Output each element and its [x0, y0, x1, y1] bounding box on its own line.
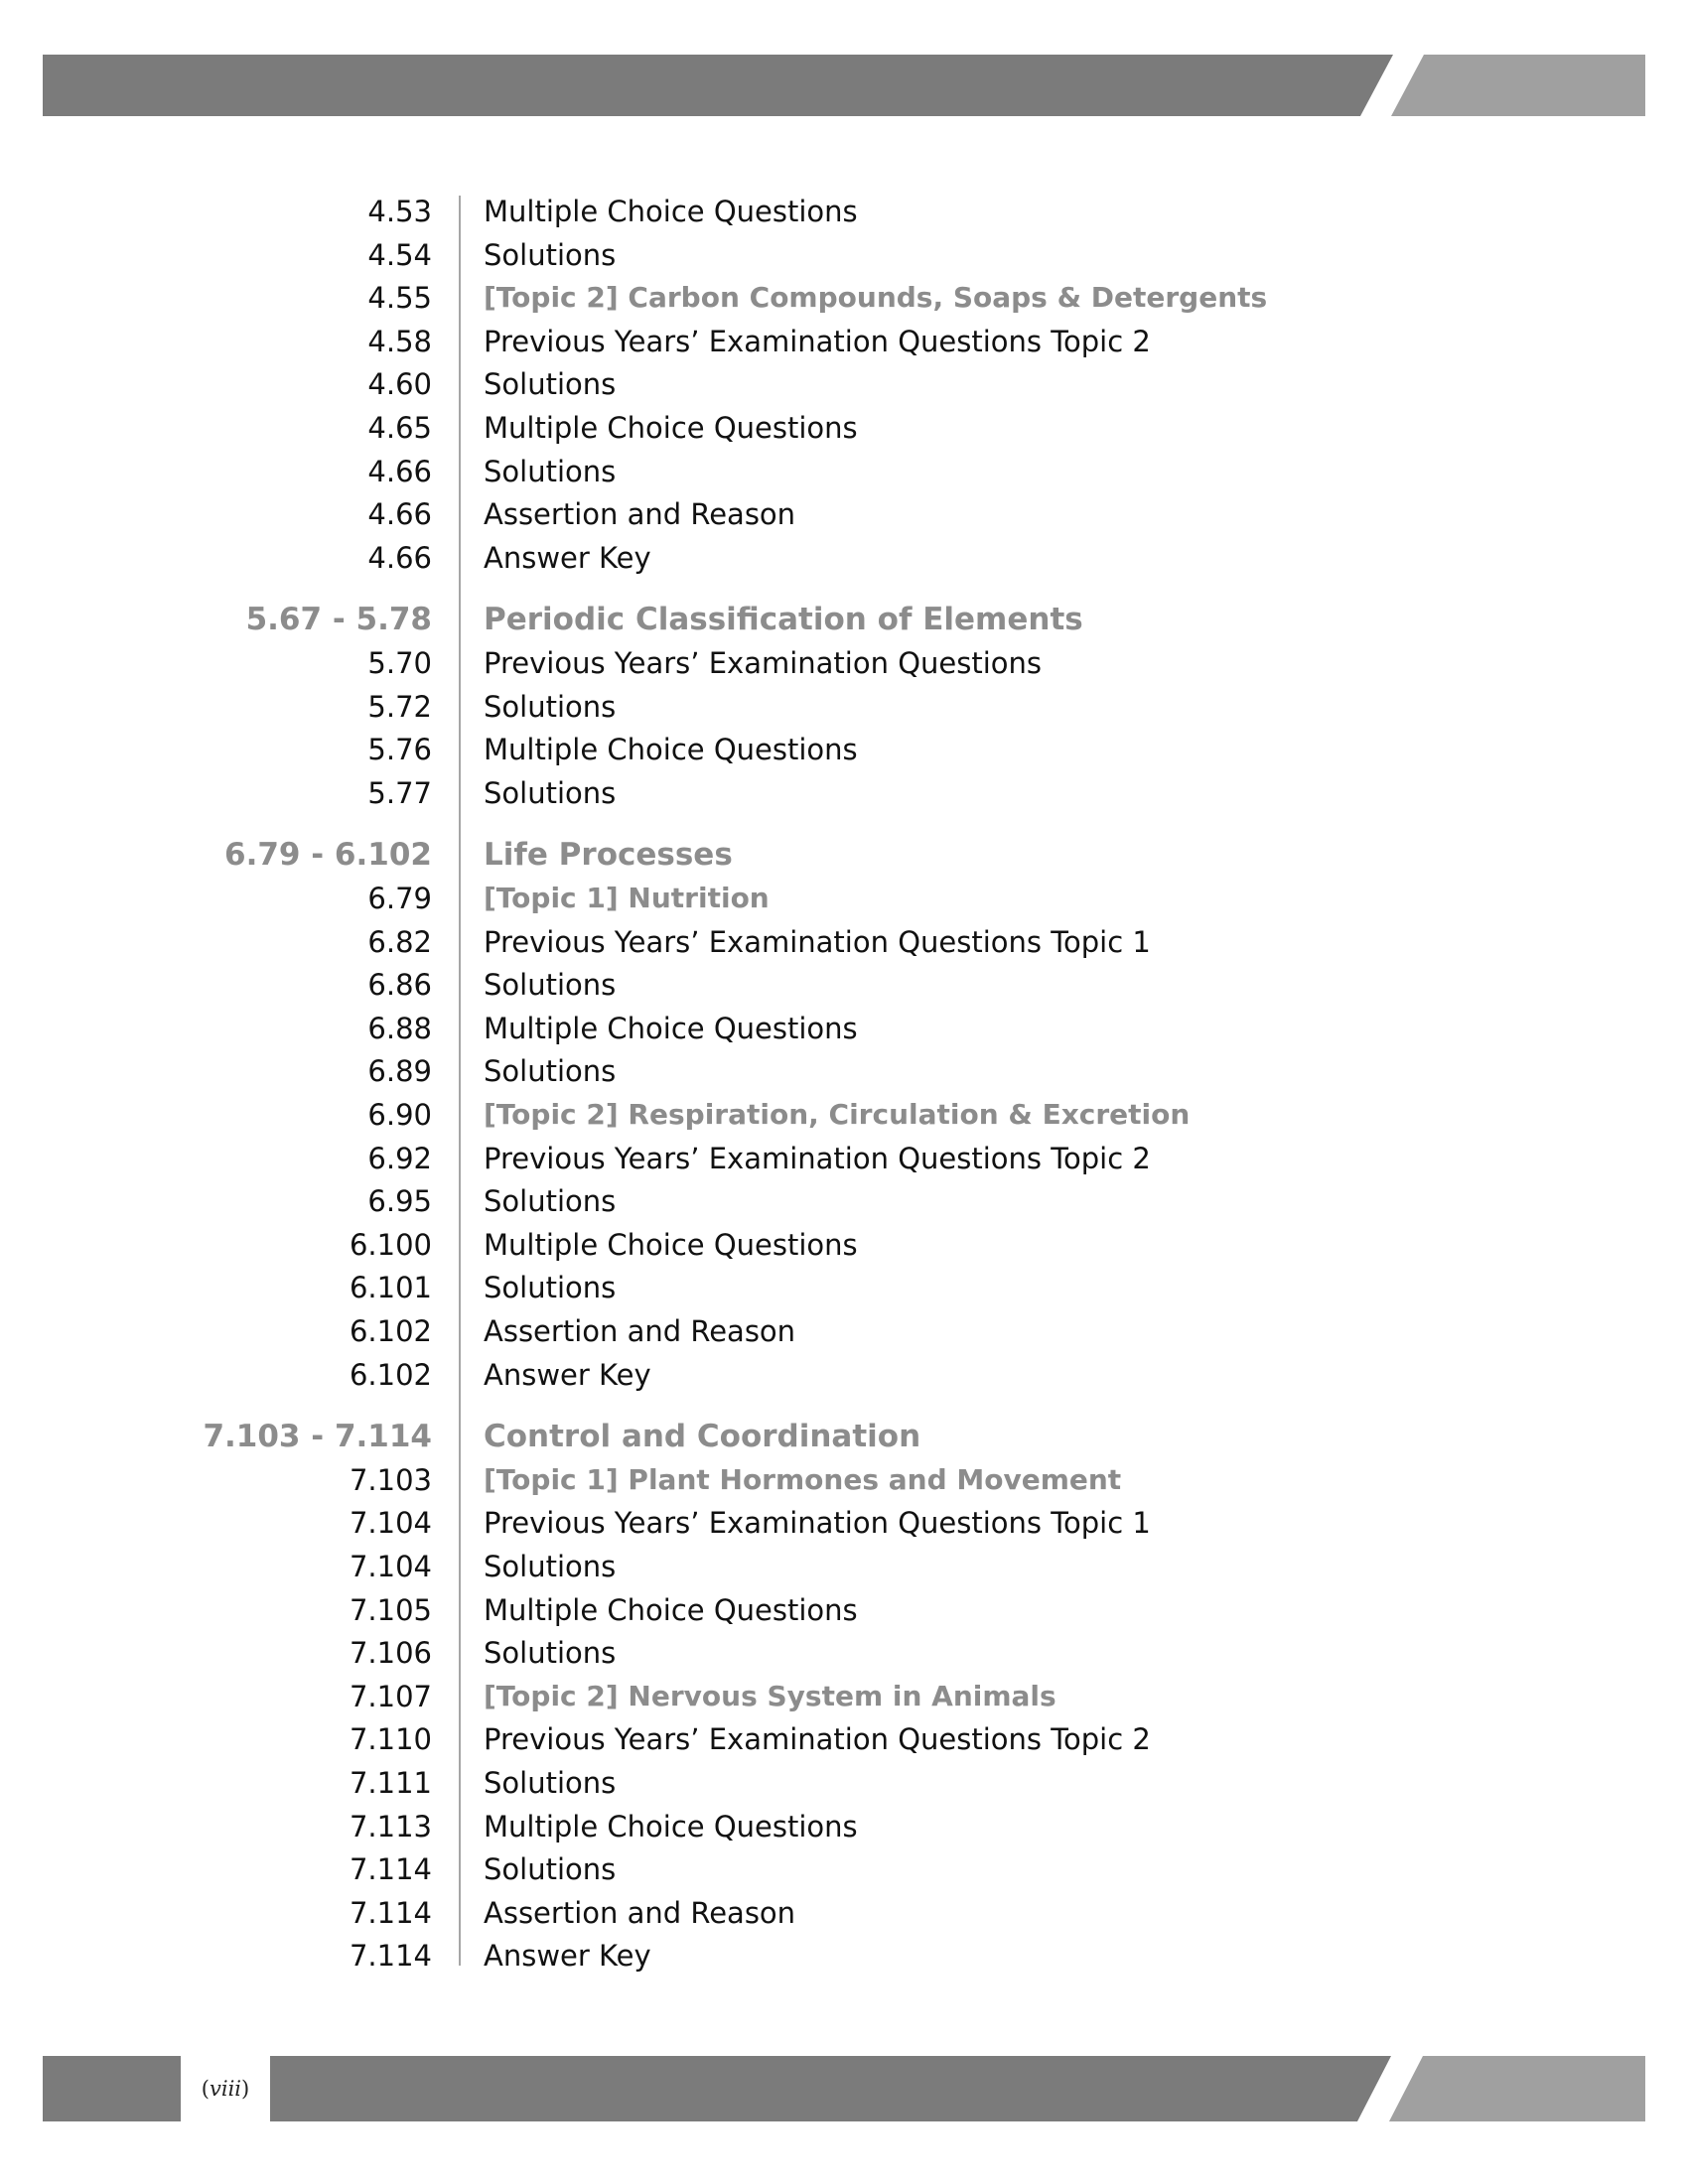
toc-page-number: 7.105 [349, 1593, 432, 1627]
toc-title: Solutions [484, 968, 617, 1002]
toc-entry-row [0, 1849, 1688, 1889]
toc-page-number: 7.111 [349, 1766, 432, 1800]
toc-title: Solutions [484, 1852, 617, 1886]
toc-page-number: 6.79 - 6.102 [224, 837, 432, 873]
toc-title: Solutions [484, 776, 617, 810]
toc-title: Life Processes [484, 837, 733, 873]
toc-entry-row [0, 452, 1688, 491]
page-number-value: viii [209, 2077, 241, 2101]
toc-page-number: 7.103 - 7.114 [203, 1419, 432, 1454]
toc-entry-row [0, 1936, 1688, 1976]
toc-title: Answer Key [484, 1939, 651, 1973]
toc-page-number: 7.104 [349, 1550, 432, 1583]
toc-page-number: 5.76 [367, 733, 432, 766]
toc-page-number: 5.67 - 5.78 [245, 602, 432, 637]
footer-band-graphic [43, 2056, 1645, 2121]
toc-title: Multiple Choice Questions [484, 1593, 858, 1627]
toc-entry-row [0, 364, 1688, 404]
toc-title: Solutions [484, 1054, 617, 1088]
toc-entry-row [0, 322, 1688, 361]
toc-title: Assertion and Reason [484, 1314, 796, 1348]
toc-title: Previous Years’ Examination Questions Topic 2 [484, 1142, 1151, 1175]
toc-page-number: 4.66 [367, 541, 432, 575]
toc-chapter-row [0, 1417, 1688, 1456]
toc-entry-row [0, 538, 1688, 578]
footer-band-light [1389, 2056, 1645, 2121]
toc-entry-row [0, 1225, 1688, 1265]
toc-title: Solutions [484, 1271, 617, 1304]
toc-entry-row [0, 773, 1688, 813]
toc-title: Assertion and Reason [484, 497, 796, 531]
toc-entry-row [0, 1807, 1688, 1846]
toc-page-number: 6.82 [367, 925, 432, 959]
toc-title: Multiple Choice Questions [484, 1012, 858, 1045]
toc-title: Solutions [484, 1184, 617, 1218]
toc-title: [Topic 1] Nutrition [484, 882, 770, 914]
toc-entry-row [0, 965, 1688, 1005]
toc-page-number: 5.77 [367, 776, 432, 810]
toc-entry-row [0, 922, 1688, 962]
toc-page-number: 4.54 [367, 238, 432, 272]
toc-entry-row [0, 235, 1688, 275]
toc-title: Assertion and Reason [484, 1896, 796, 1930]
toc-page-number: 7.103 [349, 1463, 432, 1497]
toc-topic-row [0, 278, 1688, 318]
toc-title: Answer Key [484, 541, 651, 575]
toc-entry-row [0, 1719, 1688, 1759]
toc-chapter-row [0, 835, 1688, 875]
toc-page-number: 7.107 [349, 1680, 432, 1713]
toc-entry-row [0, 687, 1688, 727]
toc-entry-row [0, 1009, 1688, 1048]
toc-title: Solutions [484, 1550, 617, 1583]
toc-page-number: 6.100 [349, 1228, 432, 1262]
toc-title: Previous Years’ Examination Questions Topic 2 [484, 325, 1151, 358]
toc-topic-row [0, 879, 1688, 918]
toc-entry-row [0, 1268, 1688, 1307]
toc-entry-row [0, 1311, 1688, 1351]
toc-title: [Topic 2] Carbon Compounds, Soaps & Detergents [484, 281, 1268, 314]
toc-entry-row [0, 1051, 1688, 1091]
toc-title: Solutions [484, 455, 617, 488]
toc-topic-row [0, 1460, 1688, 1500]
toc-page-number: 7.106 [349, 1636, 432, 1670]
toc-entry-row [0, 408, 1688, 448]
toc-page-number: 4.58 [367, 325, 432, 358]
toc-entry-row [0, 1547, 1688, 1586]
toc-page-number: 6.86 [367, 968, 432, 1002]
toc-title: Solutions [484, 1766, 617, 1800]
toc-title: Control and Coordination [484, 1419, 921, 1454]
toc-chapter-row [0, 600, 1688, 639]
toc-page-number: 4.66 [367, 455, 432, 488]
toc-title: Previous Years’ Examination Questions Topic 1 [484, 1506, 1151, 1540]
toc-page-number: 7.114 [349, 1852, 432, 1886]
toc-entry-row [0, 192, 1688, 231]
toc-entry-row [0, 1139, 1688, 1178]
toc-title: Multiple Choice Questions [484, 1228, 858, 1262]
toc-title: Multiple Choice Questions [484, 733, 858, 766]
toc-page-number: 7.114 [349, 1896, 432, 1930]
toc-title: Solutions [484, 238, 617, 272]
toc-topic-row [0, 1677, 1688, 1716]
toc-title: [Topic 2] Respiration, Circulation & Excretion [484, 1098, 1191, 1131]
toc-page-number: 6.95 [367, 1184, 432, 1218]
toc-page-number: 7.114 [349, 1939, 432, 1973]
toc-page-number: 6.102 [349, 1358, 432, 1392]
toc-title: Answer Key [484, 1358, 651, 1392]
toc-page-number: 6.90 [367, 1098, 432, 1132]
toc-page-number: 4.55 [367, 281, 432, 315]
toc-title: Previous Years’ Examination Questions [484, 646, 1043, 680]
toc-entry-row [0, 1503, 1688, 1543]
toc-entry-row [0, 494, 1688, 534]
toc-page-number: 6.79 [367, 882, 432, 915]
toc-page-number: 6.101 [349, 1271, 432, 1304]
toc-entry-row [0, 1633, 1688, 1673]
toc-title: Solutions [484, 690, 617, 724]
footer-band [43, 2056, 1645, 2121]
toc-entry-row [0, 643, 1688, 683]
toc-title: Previous Years’ Examination Questions Topic 1 [484, 925, 1151, 959]
toc-page-number: 7.110 [349, 1722, 432, 1756]
toc-page-number: 7.113 [349, 1810, 432, 1843]
toc-page-number: 5.70 [367, 646, 432, 680]
toc-title: Multiple Choice Questions [484, 195, 858, 228]
toc-title: Solutions [484, 367, 617, 401]
toc-page-number: 4.65 [367, 411, 432, 445]
toc-page-number: 4.60 [367, 367, 432, 401]
toc-title: Multiple Choice Questions [484, 1810, 858, 1843]
toc-entry-row [0, 1181, 1688, 1221]
toc-title: Periodic Classification of Elements [484, 602, 1083, 637]
toc-title: Solutions [484, 1636, 617, 1670]
toc-page-number: 4.66 [367, 497, 432, 531]
toc-entry-row [0, 1763, 1688, 1803]
toc-page-number: 6.92 [367, 1142, 432, 1175]
toc-page-number: 6.102 [349, 1314, 432, 1348]
toc-entry-row [0, 730, 1688, 769]
toc-page-number: 7.104 [349, 1506, 432, 1540]
toc-entry-row [0, 1893, 1688, 1933]
toc-topic-row [0, 1095, 1688, 1135]
toc-title: [Topic 1] Plant Hormones and Movement [484, 1463, 1122, 1496]
toc-page-number: 5.72 [367, 690, 432, 724]
toc-entry-row [0, 1590, 1688, 1630]
toc-title: Previous Years’ Examination Questions Topic 2 [484, 1722, 1151, 1756]
toc-page-number: 4.53 [367, 195, 432, 228]
toc-entry-row [0, 1355, 1688, 1395]
page-number: ( viii ) [181, 2056, 270, 2121]
toc-page-number: 6.88 [367, 1012, 432, 1045]
toc-page-number: 6.89 [367, 1054, 432, 1088]
toc-title: [Topic 2] Nervous System in Animals [484, 1680, 1056, 1712]
toc-title: Multiple Choice Questions [484, 411, 858, 445]
